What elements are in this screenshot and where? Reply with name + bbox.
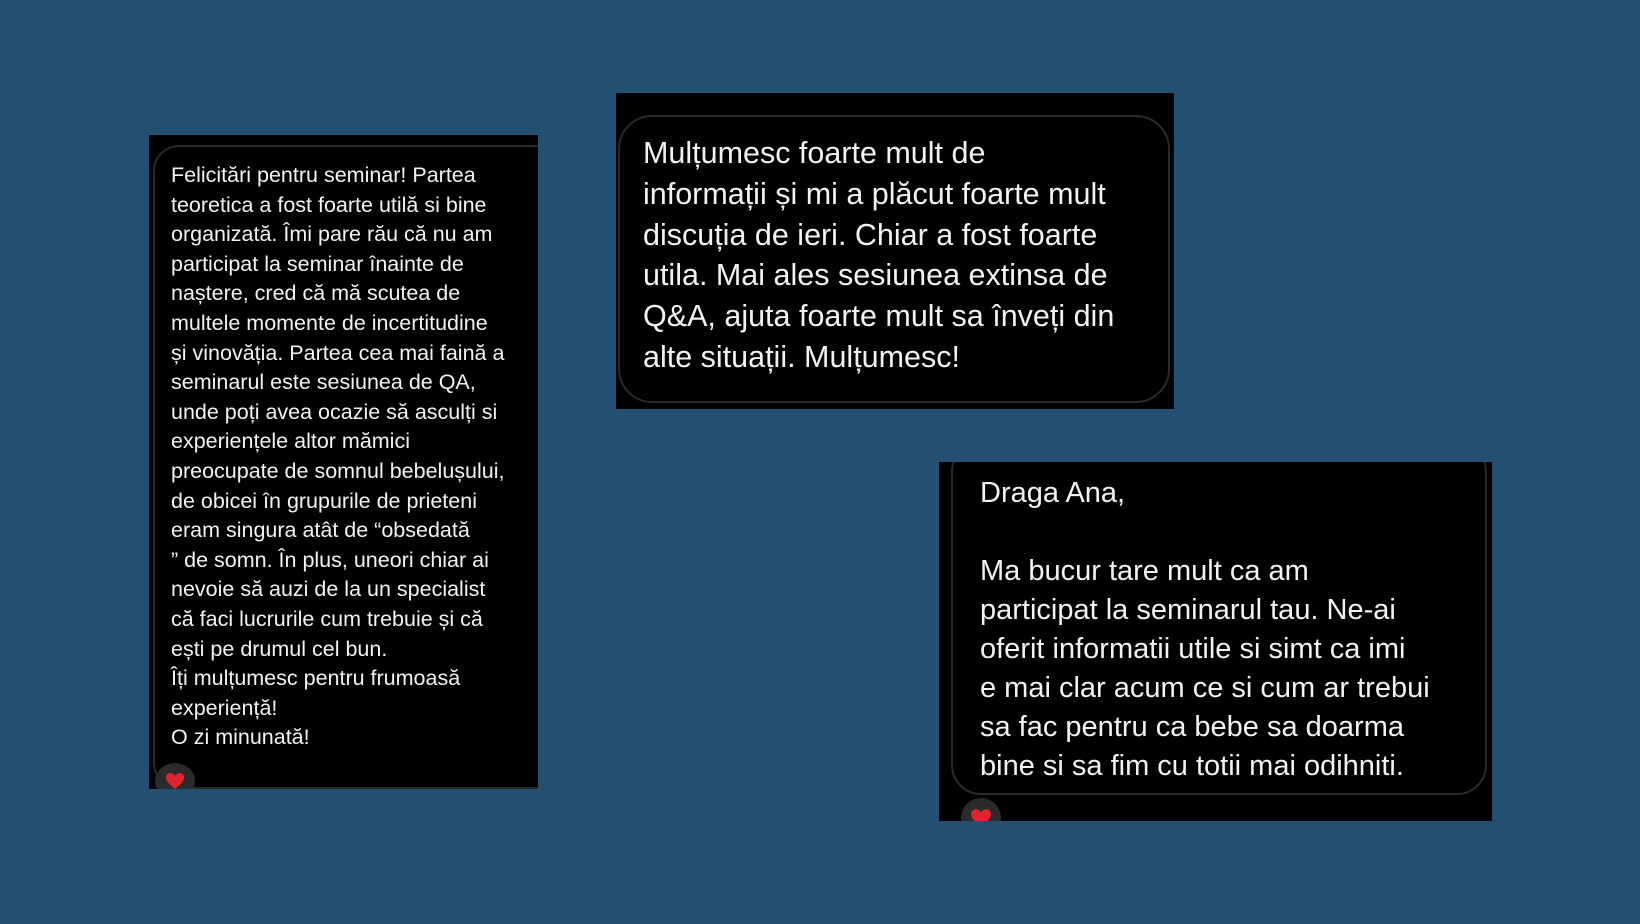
message-text: Felicitări pentru seminar! Partea teoretica a fost foarte utilă si bine organizată. Îmi pare rău că nu am participat la seminar înainte de naștere, cred că mă scutea de multele momente de incertitudine și vinovăția. Partea cea mai faină a seminarul este sesiunea de QA, unde poți avea ocazie să asculți si experiențele altor mămici preocupate de somnul bebelușului, de obicei în grupurile de prieteni eram singura atât de “obsedată ” de somn. În plus, uneori chiar ai nevoie să auzi de la un specialist că faci lucrurile cum trebuie și că ești pe drumul cel bun. Îți mulțumesc pentru frumoasă experiență! O zi minunată! [171, 163, 505, 750]
testimonial-card-1 [149, 135, 538, 789]
testimonial-card-2 [616, 93, 1174, 409]
heart-icon [165, 772, 185, 789]
message-text: Draga Ana, Ma bucur tare mult ca am participat la seminarul tau. Ne-ai oferit informatii utile si simt ca imi e mai clar acum ce si cum ar trebui sa fac pentru ca bebe sa doarma bine si sa fim cu totii mai odihniti. [980, 477, 1430, 782]
heart-reaction[interactable] [961, 798, 1001, 821]
testimonial-card-3 [939, 462, 1492, 821]
message-text: Mulțumesc foarte mult de informații și mi a plăcut foarte mult discuția de ieri. Chiar a fost foarte utila. Mai ales sesiunea extinsa de Q&A, ajuta foarte mult sa înveți din alte situații. Mulțumesc! [643, 136, 1115, 374]
heart-icon [970, 808, 992, 821]
